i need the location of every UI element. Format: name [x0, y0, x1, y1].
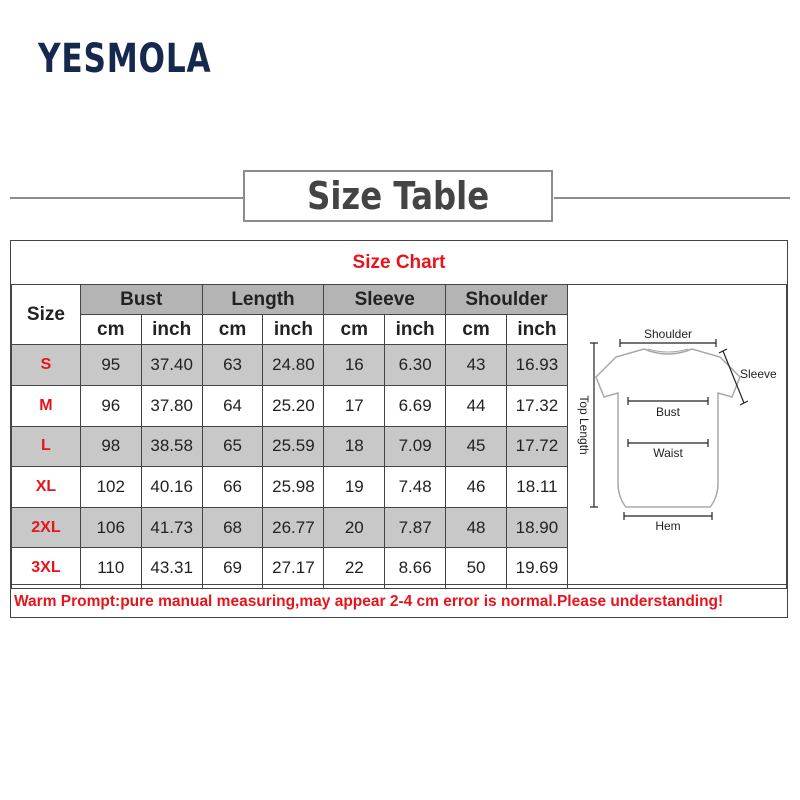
table-cell: 25.20 — [263, 385, 324, 426]
table-cell: 17.72 — [506, 426, 567, 467]
table-cell: 63 — [202, 345, 263, 386]
table-cell: 46 — [446, 467, 507, 508]
table-cell: 16.93 — [506, 345, 567, 386]
table-cell: 17 — [324, 385, 385, 426]
table-cell: 17.32 — [506, 385, 567, 426]
table-cell: 50 — [446, 548, 507, 589]
table-cell: 66 — [202, 467, 263, 508]
table-cell: 6.30 — [385, 345, 446, 386]
size-chart — [10, 240, 788, 618]
table-cell: 102 — [80, 467, 141, 508]
table-cell: 20 — [324, 507, 385, 548]
sleeve-label: Sleeve — [739, 367, 777, 381]
unit-header: inch — [263, 315, 324, 345]
table-cell: 22 — [324, 548, 385, 589]
table-cell: 43.31 — [141, 548, 202, 589]
table-cell: 43 — [446, 345, 507, 386]
group-header-sleeve: Sleeve — [324, 285, 446, 315]
top-length-label: Top Length — [576, 395, 591, 455]
table-cell: 19.69 — [506, 548, 567, 589]
measurement-diagram-cell — [567, 285, 786, 589]
group-header-shoulder: Shoulder — [446, 285, 568, 315]
shoulder-label: Shoulder — [643, 327, 692, 341]
unit-header: inch — [385, 315, 446, 345]
size-label: L — [12, 426, 81, 467]
section-title: Size Table — [306, 174, 490, 218]
section-title-box — [243, 170, 553, 222]
tshirt-measurement-diagram — [568, 285, 786, 583]
size-header: Size — [12, 285, 81, 345]
unit-header: inch — [506, 315, 567, 345]
size-label: S — [12, 345, 81, 386]
table-cell: 45 — [446, 426, 507, 467]
table-cell: 7.09 — [385, 426, 446, 467]
table-cell: 68 — [202, 507, 263, 548]
divider-right — [554, 197, 790, 199]
table-cell: 64 — [202, 385, 263, 426]
table-cell: 37.80 — [141, 385, 202, 426]
table-cell: 7.48 — [385, 467, 446, 508]
group-header-length: Length — [202, 285, 324, 315]
unit-header: cm — [324, 315, 385, 345]
unit-header: cm — [80, 315, 141, 345]
table-cell: 24.80 — [263, 345, 324, 386]
table-cell: 95 — [80, 345, 141, 386]
hem-label: Hem — [655, 519, 681, 533]
divider-left — [10, 197, 244, 199]
table-cell: 69 — [202, 548, 263, 589]
table-cell: 41.73 — [141, 507, 202, 548]
table-cell: 16 — [324, 345, 385, 386]
tshirt-outline-icon — [596, 349, 740, 507]
table-cell: 18.90 — [506, 507, 567, 548]
table-cell: 25.59 — [263, 426, 324, 467]
table-cell: 26.77 — [263, 507, 324, 548]
size-table — [11, 284, 787, 589]
unit-header: inch — [141, 315, 202, 345]
table-cell: 106 — [80, 507, 141, 548]
table-cell: 27.17 — [263, 548, 324, 589]
table-cell: 40.16 — [141, 467, 202, 508]
table-cell: 48 — [446, 507, 507, 548]
table-cell: 44 — [446, 385, 507, 426]
warning-note: Warm Prompt:pure manual measuring,may appear 2-4 cm error is normal.Please understanding! — [11, 584, 787, 618]
table-cell: 96 — [80, 385, 141, 426]
brand-logo: YESMOLA — [38, 36, 212, 82]
table-cell: 18.11 — [506, 467, 567, 508]
table-cell: 110 — [80, 548, 141, 589]
table-cell: 18 — [324, 426, 385, 467]
group-header-bust: Bust — [80, 285, 202, 315]
header-row-groups — [12, 285, 787, 315]
table-cell: 98 — [80, 426, 141, 467]
table-cell: 38.58 — [141, 426, 202, 467]
chart-title: Size Chart — [11, 241, 787, 285]
size-label: 2XL — [12, 507, 81, 548]
table-cell: 25.98 — [263, 467, 324, 508]
waist-label: Waist — [653, 446, 683, 460]
size-label: M — [12, 385, 81, 426]
table-cell: 8.66 — [385, 548, 446, 589]
table-cell: 6.69 — [385, 385, 446, 426]
bust-label: Bust — [655, 405, 680, 419]
size-label: XL — [12, 467, 81, 508]
table-cell: 37.40 — [141, 345, 202, 386]
unit-header: cm — [202, 315, 263, 345]
table-cell: 19 — [324, 467, 385, 508]
table-cell: 7.87 — [385, 507, 446, 548]
unit-header: cm — [446, 315, 507, 345]
size-label: 3XL — [12, 548, 81, 589]
table-cell: 65 — [202, 426, 263, 467]
